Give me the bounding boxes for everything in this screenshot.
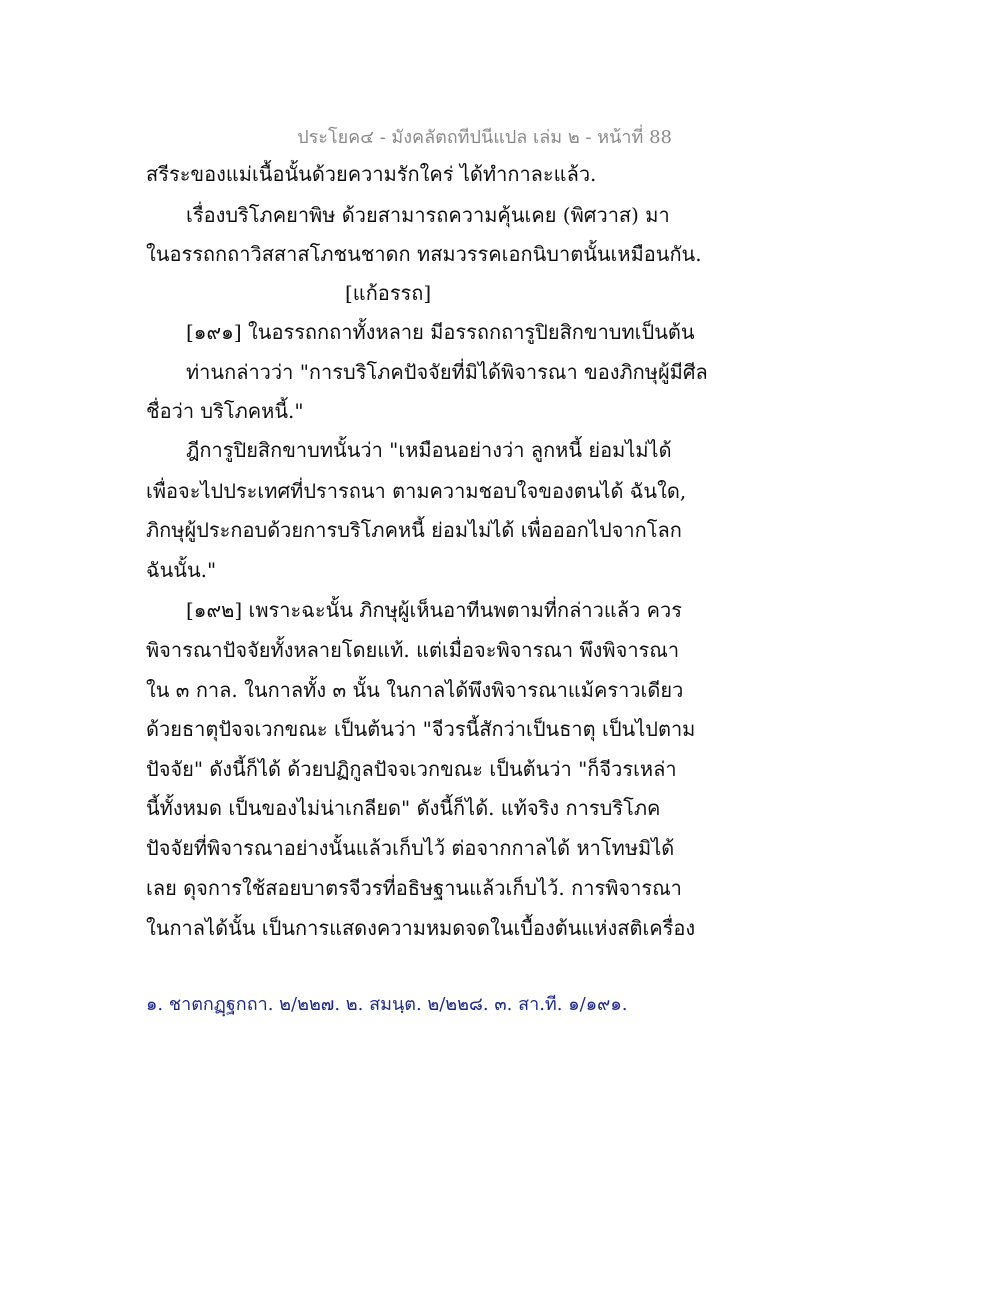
text-line: ในกาลได้นั้น เป็นการแสดงความหมดจดในเบื้องต้นแห่งสติเครื่อง: [146, 916, 696, 940]
text-line: นี้ทั้งหมด เป็นของไม่น่าเกลียด" ดังนี้ก็ได้. แท้จริง การบริโภค: [146, 796, 661, 820]
text-line: ปัจจัย" ดังนี้ก็ได้ ด้วยปฏิกูลปัจจเวกขณะ เป็นต้นว่า "ก็จีวรเหล่า: [146, 757, 677, 781]
text-line: ปัจจัยที่พิจารณาอย่างนั้นแล้วเก็บไว้ ต่อจากกาลได้ หาโทษมิได้: [146, 836, 675, 860]
text-line: พิจารณาปัจจัยทั้งหลายโดยแท้. แต่เมื่อจะพิจารณา พึงพิจารณา: [146, 638, 680, 662]
text-line: ท่านกล่าวว่า "การบริโภคปัจจัยที่มิได้พิจารณา ของภิกษุผู้มีศีล: [186, 360, 708, 384]
text-line: ด้วยธาตุปัจจเวกขณะ เป็นต้นว่า "จีวรนี้สักว่าเป็นธาตุ เป็นไปตาม: [146, 717, 696, 741]
text-line: [๑๙๒] เพราะฉะนั้น ภิกษุผู้เห็นอาทีนพตามที่กล่าวแล้ว ควร: [186, 598, 682, 622]
text-line: เพื่อจะไปประเทศที่ปรารถนา ตามความชอบใจของตนได้ ฉันใด,: [146, 479, 687, 503]
footnotes: ๑. ชาตกฏฺฐกถา. ๒/๒๒๗. ๒. สมนฺต. ๒/๒๒๘. ๓. สา.ที. ๑/๑๙๑.: [146, 994, 628, 1015]
text-line: ใน ๓ กาล. ในกาลทั้ง ๓ นั้น ในกาลได้พึงพิจารณาแม้คราวเดียว: [146, 678, 684, 702]
text-line: [๑๙๑] ในอรรถกถาทั้งหลาย มีอรรถกถารูปิยสิกขาบทเป็นต้น: [186, 320, 695, 344]
page-header: ประโยค๔ - มังคลัตถทีปนีแปล เล่ม ๒ - หน้าที่ 88: [297, 127, 672, 148]
text-line: เลย ดุจการใช้สอยบาตรจีวรที่อธิษฐานแล้วเก็บไว้. การพิจารณา: [146, 876, 682, 900]
text-line: ภิกษุผู้ประกอบด้วยการบริโภคหนี้ ย่อมไม่ได้ เพื่อออกไปจากโลก: [146, 518, 682, 542]
section-heading: [แก้อรรถ]: [345, 281, 432, 305]
text-line: ฉันนั้น.": [146, 558, 217, 582]
text-line: สรีระของแม่เนื้อนั้นด้วยความรักใคร่ ได้ทำกาละแล้ว.: [146, 162, 597, 186]
text-line: ฎีการูปิยสิกขาบทนั้นว่า "เหมือนอย่างว่า ลูกหนี้ ย่อมไม่ได้: [186, 438, 672, 462]
text-line: ชื่อว่า บริโภคหนี้.": [146, 399, 304, 423]
text-line: เรื่องบริโภคยาพิษ ด้วยสามารถความคุ้นเคย (พิศวาส) มา: [186, 203, 670, 227]
text-line: ในอรรถกถาวิสสาสโภชนชาดก ทสมวรรคเอกนิบาตนั้นเหมือนกัน.: [146, 242, 702, 266]
